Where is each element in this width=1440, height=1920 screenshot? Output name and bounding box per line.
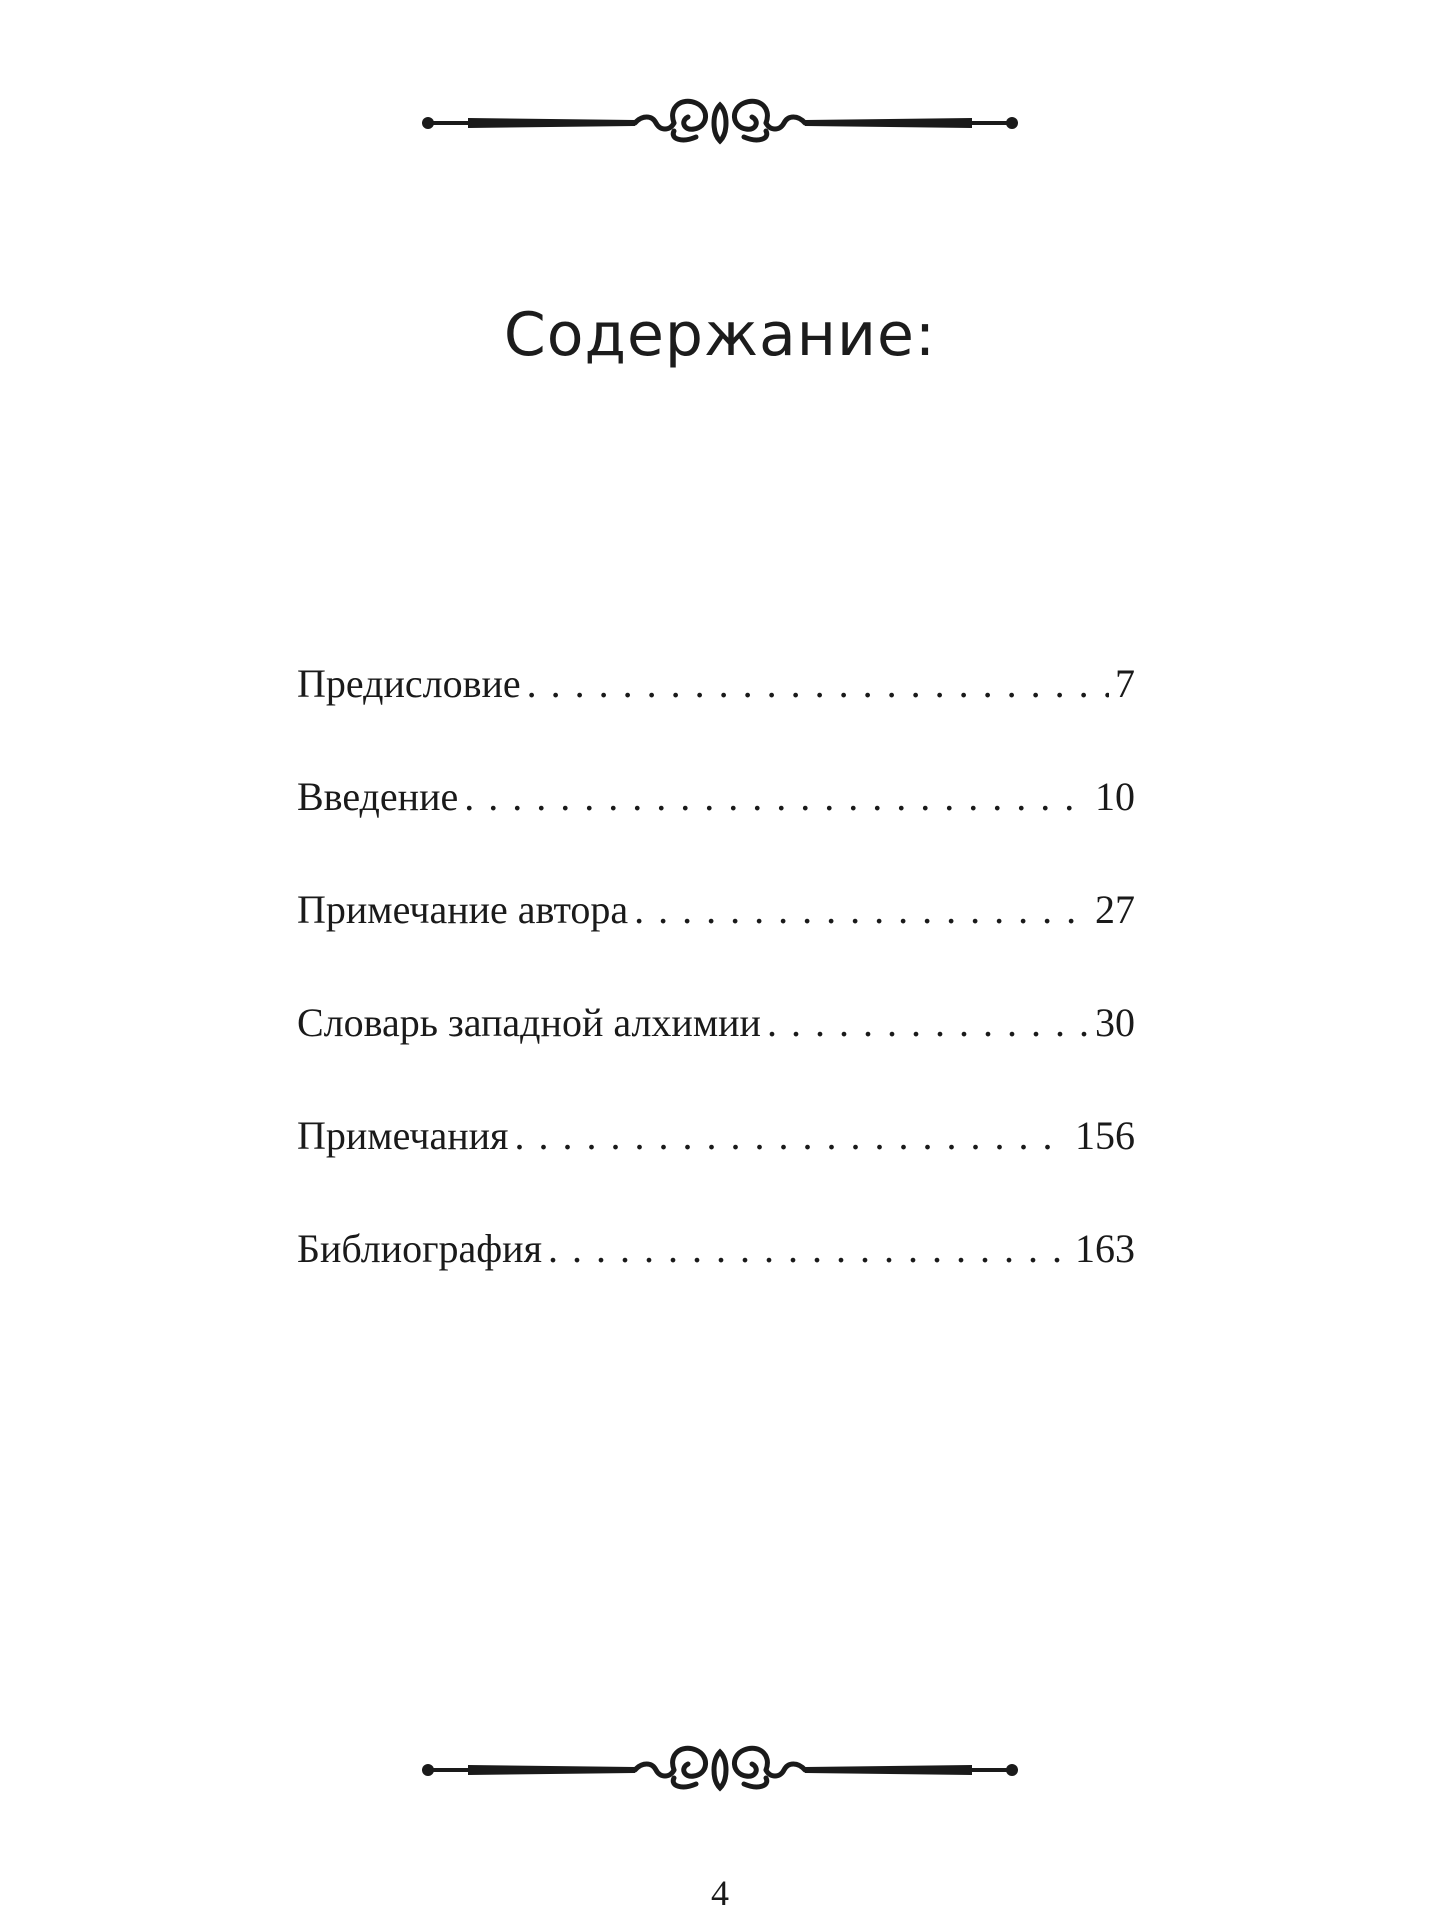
toc-entry-page: 30 [1095, 1000, 1135, 1045]
dot-leader [527, 660, 1109, 707]
toc-entry-label: Библиография [297, 1226, 542, 1271]
top-ornament-icon [420, 93, 1020, 153]
toc-entry-label: Введение [297, 774, 459, 819]
toc-entry-label: Примечания [297, 1113, 509, 1158]
toc-entry-author-note[interactable] [297, 886, 1135, 934]
toc-entry-dictionary[interactable] [297, 999, 1135, 1047]
table-of-contents [297, 660, 1135, 1338]
toc-entry-notes[interactable] [297, 1112, 1135, 1160]
bottom-ornament-icon [420, 1740, 1020, 1800]
dot-leader [464, 773, 1089, 820]
dot-leader [548, 1225, 1069, 1272]
toc-entry-page: 7 [1115, 661, 1135, 706]
page-title: Содержание: [503, 300, 937, 370]
toc-entry-label: Словарь западной алхимии [297, 1000, 761, 1045]
toc-entry-page: 156 [1075, 1113, 1135, 1158]
toc-entry-page: 10 [1095, 774, 1135, 819]
dot-leader [634, 886, 1089, 933]
dot-leader [514, 1112, 1069, 1159]
toc-entry-page: 27 [1095, 887, 1135, 932]
dot-leader [767, 999, 1089, 1046]
toc-entry-label: Предисловие [297, 661, 521, 706]
page-number: 4 [711, 1873, 729, 1913]
toc-entry-page: 163 [1075, 1226, 1135, 1271]
toc-entry-bibliography[interactable] [297, 1225, 1135, 1273]
toc-entry-foreword[interactable] [297, 660, 1135, 708]
toc-entry-label: Примечание автора [297, 887, 629, 932]
toc-entry-introduction[interactable] [297, 773, 1135, 821]
